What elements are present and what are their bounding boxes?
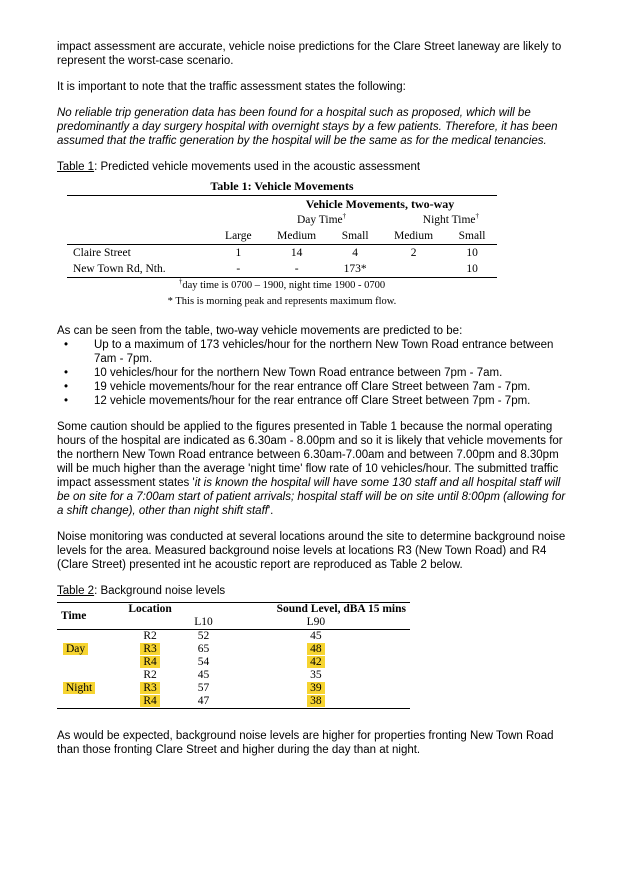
l90-cell: 48 (307, 643, 325, 655)
time-cell: Night (63, 682, 95, 694)
l90-cell: 45 (310, 630, 322, 642)
table1-night-header: Night Time† (422, 212, 479, 226)
staff-quote: it is known the hospital will have some 130 staff and all hospital staff will be on site for a 7:00am start of patient arrivals; hospital staff will be on site until 8:00pm (allowing for a shift change), other than night shift staff (57, 477, 566, 517)
table-row (57, 695, 410, 709)
paragraph-movements-intro: As can be seen from the table, two-way vehicle movements are predicted to be: (57, 325, 463, 337)
l10-cell: 57 (197, 682, 210, 694)
table1-col-night-medium: Medium (380, 228, 447, 245)
table1-col-day-small: Small (330, 228, 380, 245)
table1-caption-text: : Predicted vehicle movements used in the acoustic assessment (94, 161, 421, 173)
list-item: • 12 vehicle movements/hour for the rear entrance off Clare Street between 7pm - 7pm. (94, 394, 567, 408)
traffic-quote: No reliable trip generation data has been found for a hospital such as proposed, which will be predominantly a day surgery hospital with overnight stays by a few patients. Therefore, it has been assumed that the traffic generation by the hospital will be the same as for the medical tenancies. (57, 107, 558, 147)
list-item: • 19 vehicle movements/hour for the rear entrance off Clare Street between 7am - 7pm. (94, 380, 567, 394)
table1-caption (57, 160, 567, 174)
table1-group-header: Vehicle Movements, two-way (263, 196, 497, 213)
paragraph-monitoring: Noise monitoring was conducted at several locations around the site to determine background noise levels for the area. Measured background noise levels at locations R3 (New Town Road) and R4 (Clare Street) presented int he acoustic report are reproduced as Table 2 below. (57, 531, 566, 571)
table1-title: Table 1: Vehicle Movements (210, 179, 354, 193)
table1-day-header: Day Time† (296, 212, 347, 226)
table-row (57, 656, 410, 669)
l90-cell: 35 (310, 669, 322, 681)
paragraph-note: It is important to note that the traffic assessment states the following: (57, 81, 406, 93)
table1-col-0 (67, 228, 214, 245)
table2-time-header: Time (57, 603, 115, 630)
location-cell: R2 (143, 669, 157, 681)
paragraph-caution: Some caution should be applied to the figures presented in Table 1 because the normal operating hours of the hospital are indicated as 6.30am - 8.00pm and so it is likely that vehicle movements for the northern New Town Road entrance between 6.30am-7.00am and between 7.00pm and 8.30pm will be much higher than the average 'night time' flow rate of 10 vehicles/hour. The submitted traffic impact assessment states 'it is known the hospital will have some 130 staff and all hospital staff will be on site for a 7:00am start of patient arrivals; hospital staff will be on site until 8:00pm (allowing for a shift change), other than night shift staff'. (57, 421, 566, 517)
movements-list (57, 338, 567, 408)
list-item: • 10 vehicles/hour for the northern New Town Road entrance between 7pm - 7am. (94, 366, 567, 380)
paragraph-intro: impact assessment are accurate, vehicle noise predictions for the Clare Street laneway are likely to represent the worst-case scenario. (57, 41, 562, 67)
l10-cell: 54 (197, 656, 210, 668)
table-row (57, 643, 410, 656)
location-cell: R3 (140, 682, 159, 694)
table2-l90-header: L90 (222, 616, 410, 630)
background-noise-table (57, 602, 410, 709)
list-item: • Up to a maximum of 173 vehicles/hour for the northern New Town Road entrance between 7am - 7pm. (94, 338, 567, 366)
table2-caption-text: : Background noise levels (94, 585, 226, 597)
table-row: Claire Street 1 14 4 2 10 (73, 247, 478, 259)
l10-cell: 45 (197, 669, 210, 681)
table1-note-daytime: †day time is 0700 – 1900, night time 1900 - 0700 (178, 277, 386, 291)
table1-caption-label: Table 1 (57, 161, 95, 173)
location-cell: R2 (143, 630, 157, 642)
l10-cell: 65 (197, 643, 210, 655)
table2-caption-label: Table 2 (57, 585, 95, 597)
table1-col-large: Large (214, 228, 263, 245)
l90-cell: 42 (307, 656, 325, 668)
table-row (57, 682, 410, 695)
location-cell: R4 (140, 656, 159, 668)
location-cell: R3 (140, 643, 159, 655)
table2-body (57, 630, 410, 709)
table2-l10-header: L10 (185, 616, 221, 630)
vehicle-movements-table (67, 178, 497, 310)
l10-cell: 47 (197, 695, 210, 707)
table-row (57, 669, 410, 682)
paragraph-conclusion: As would be expected, background noise levels are higher for properties fronting New Town Road than those fronting Clare Street and higher during the day than at night. (57, 730, 554, 756)
document-page (57, 40, 567, 769)
l90-cell: 39 (307, 682, 325, 694)
l90-cell: 38 (307, 695, 325, 707)
table2-sound-header: Sound Level, dBA 15 mins (222, 603, 410, 617)
table1-col-day-medium: Medium (263, 228, 330, 245)
table2-location-header: Location (115, 603, 186, 617)
table-row (57, 630, 410, 644)
table-row: New Town Rd, Nth. - - 173* 10 (67, 261, 497, 278)
location-cell: R4 (140, 695, 159, 707)
table1-note-peak: * This is morning peak and represents maximum flow. (167, 296, 397, 307)
time-cell: Day (63, 643, 88, 655)
table2-caption (57, 584, 567, 598)
table1-col-night-small: Small (447, 228, 497, 245)
l10-cell: 52 (197, 630, 210, 642)
